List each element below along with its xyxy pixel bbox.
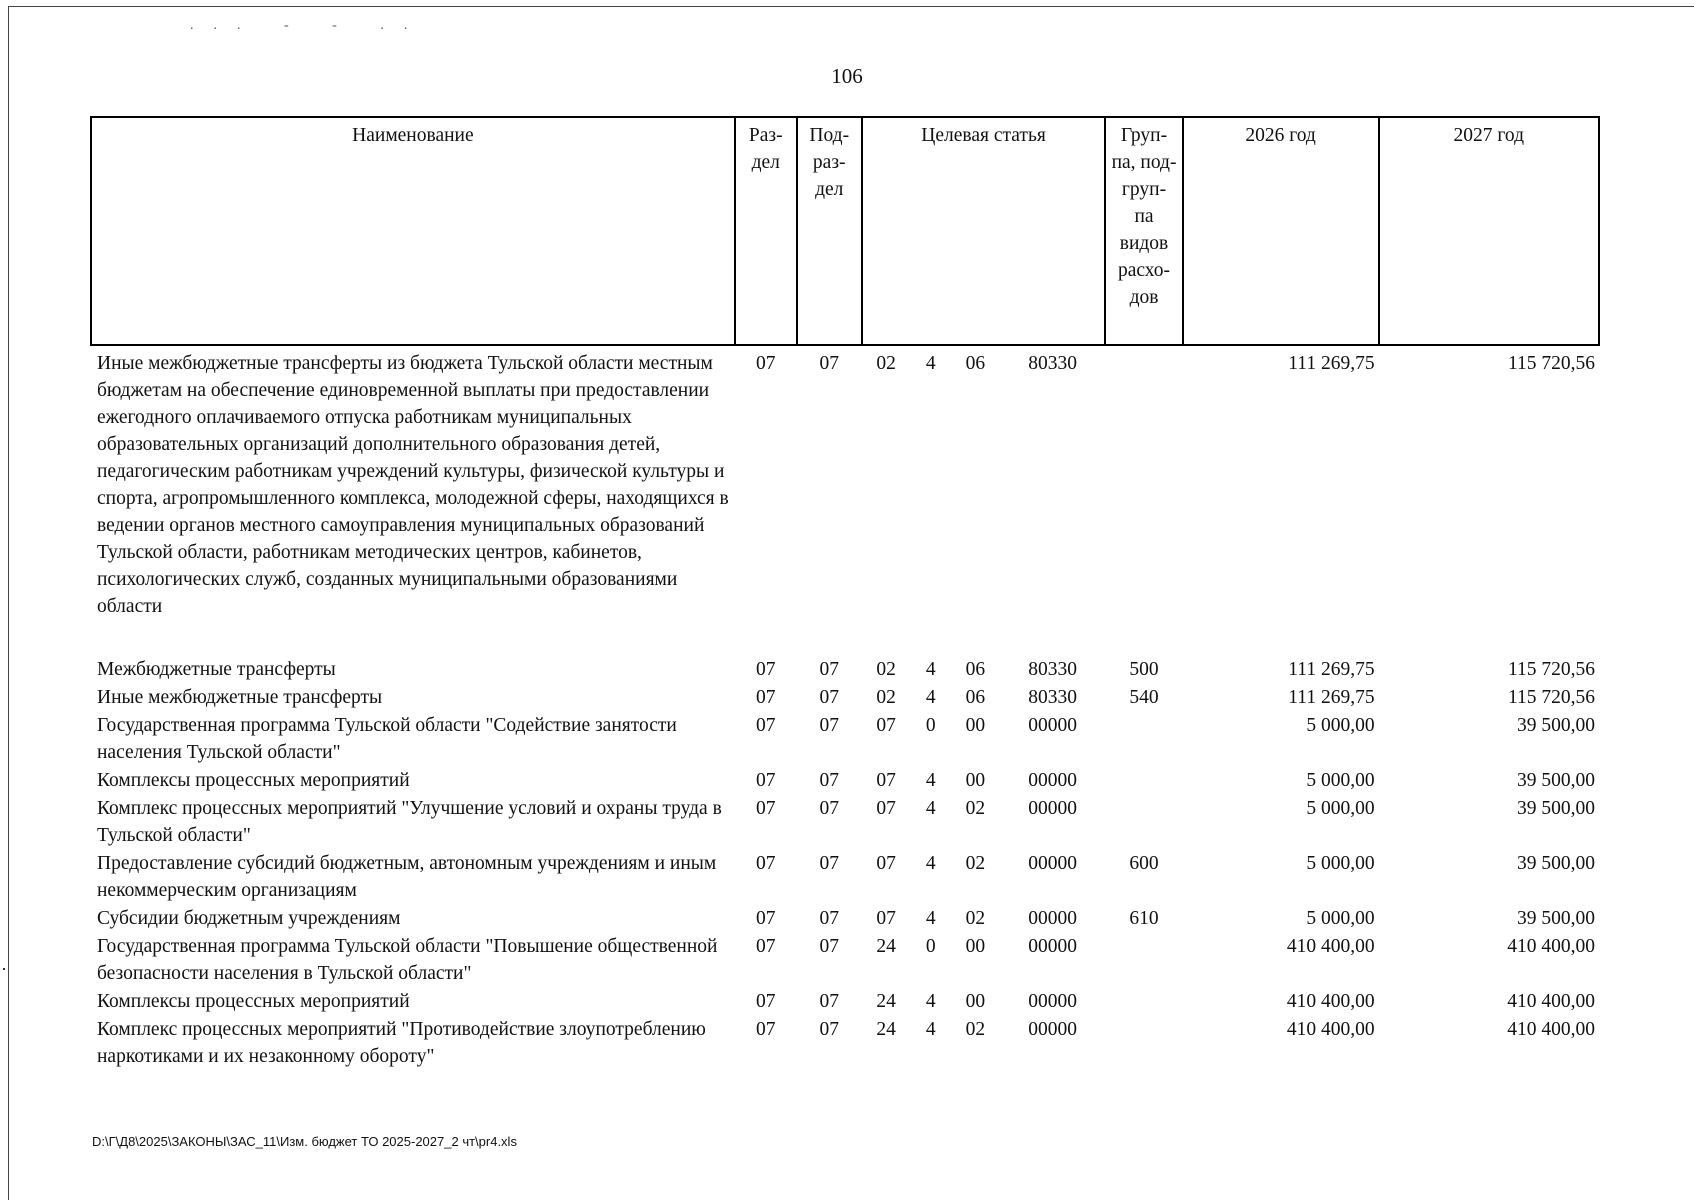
- row-target-direction: 00000: [1028, 798, 1077, 819]
- row-expense-group: [1105, 988, 1182, 1016]
- row-amount-2026: 111 269,75: [1288, 659, 1375, 680]
- row-amount-2027: 115 720,56: [1507, 353, 1595, 374]
- scan-speck: [3, 968, 5, 970]
- row-target-program: 02: [876, 353, 896, 374]
- row-target-type: 4: [925, 798, 936, 819]
- row-target-type: 4: [925, 770, 936, 791]
- row-amount-2026: 111 269,75: [1288, 353, 1375, 374]
- row-amount-2026: 5 000,00: [1306, 853, 1375, 874]
- row-target-type: 4: [925, 687, 936, 708]
- row-section: 07: [756, 715, 776, 736]
- row-amount-2026: 5 000,00: [1306, 798, 1375, 819]
- budget-table: [90, 116, 1600, 1071]
- row-amount-2026: 5 000,00: [1306, 770, 1375, 791]
- row-target-type: 4: [925, 353, 936, 374]
- row-target-direction: 00000: [1028, 1019, 1077, 1040]
- row-amount-2026: 410 400,00: [1286, 991, 1375, 1012]
- row-expense-group: 540: [1129, 687, 1159, 708]
- row-section: 07: [756, 659, 776, 680]
- row-target-direction: 80330: [1028, 659, 1077, 680]
- row-expense-group: 610: [1129, 908, 1159, 929]
- row-target-direction: 00000: [1028, 853, 1077, 874]
- row-section: 07: [756, 908, 776, 929]
- row-target-structure: 00: [965, 715, 986, 736]
- row-target-direction: 80330: [1028, 687, 1077, 708]
- row-name: Иные межбюджетные трансферты из бюджета Тульской области местным бюджетам на обеспечение единовременной выплаты при предоставлении ежегодного оплачиваемого отпуска работникам муниципальных образовательных организаций дополнительного образования детей, педагогическим работникам учреждений культуры, физической культуры и спорта, агропромышленного комплекса, молодежной сферы, находящихся в ведении органов местного самоуправления муниципальных образований Тульской области, работникам методических центров, кабинетов, психологических служб, созданных муниципальными образованиями области: [97, 353, 729, 617]
- row-target-structure: 02: [965, 908, 986, 929]
- row-subsection: 07: [819, 853, 839, 874]
- row-target-program: 07: [876, 853, 896, 874]
- row-target-structure: 02: [965, 853, 986, 874]
- row-expense-group: [1105, 712, 1182, 767]
- row-target-direction: 00000: [1028, 908, 1077, 929]
- row-name: Комплекс процессных мероприятий "Противодействие злоупотреблению наркотиками и их незаконному обороту": [97, 1019, 706, 1067]
- row-spacer-cell: [91, 621, 1599, 656]
- row-section: 07: [756, 798, 776, 819]
- file-path-footer: D:\Г\Д8\2025\ЗАКОНЫ\ЗАС_11\Изм. бюджет ТО 2025-2027_2 чт\pr4.xls: [92, 1134, 517, 1149]
- row-name: Комплексы процессных мероприятий: [97, 991, 410, 1012]
- header-name: Наименование: [91, 117, 735, 345]
- row-target-program: 07: [876, 770, 896, 791]
- row-subsection: 07: [819, 1019, 839, 1040]
- row-target-type: 4: [925, 991, 936, 1012]
- page-border-top: [8, 6, 1694, 7]
- row-target-program: 02: [876, 687, 896, 708]
- row-target-program: 02: [876, 659, 896, 680]
- table-row: [91, 795, 1599, 850]
- table-row: [91, 933, 1599, 988]
- header-year-2027: 2027 год: [1379, 117, 1599, 345]
- row-amount-2026: 410 400,00: [1286, 1019, 1375, 1040]
- row-target-type: 0: [925, 936, 936, 957]
- row-target-structure: 02: [965, 798, 986, 819]
- row-target-type: 4: [925, 908, 936, 929]
- row-amount-2027: 39 500,00: [1517, 798, 1595, 819]
- row-target-direction: 00000: [1028, 715, 1077, 736]
- corner-marks: ... - - ..: [190, 18, 428, 33]
- table-row: [91, 850, 1599, 905]
- row-target-structure: 06: [965, 687, 986, 708]
- row-target-structure: 00: [965, 991, 986, 1012]
- page-border-left: [8, 6, 9, 1200]
- table-row: [91, 988, 1599, 1016]
- row-amount-2026: 410 400,00: [1286, 936, 1375, 957]
- row-amount-2027: 39 500,00: [1517, 908, 1595, 929]
- table-row: [91, 905, 1599, 933]
- row-target-program: 07: [876, 798, 896, 819]
- row-subsection: 07: [819, 715, 839, 736]
- table-body: [91, 345, 1599, 1071]
- row-target-type: 4: [925, 1019, 936, 1040]
- row-target-program: 07: [876, 908, 896, 929]
- row-amount-2027: 115 720,56: [1507, 687, 1595, 708]
- row-target-direction: 80330: [1028, 353, 1077, 374]
- row-amount-2027: 410 400,00: [1507, 1019, 1595, 1040]
- row-subsection: 07: [819, 659, 839, 680]
- row-target-program: 24: [876, 1019, 896, 1040]
- row-subsection: 07: [819, 798, 839, 819]
- row-subsection: 07: [819, 353, 839, 374]
- row-name: Субсидии бюджетным учреждениям: [97, 908, 401, 929]
- row-subsection: 07: [819, 908, 839, 929]
- row-subsection: 07: [819, 770, 839, 791]
- row-name: Комплексы процессных мероприятий: [97, 770, 410, 791]
- row-target-program: 24: [876, 936, 896, 957]
- table-row: [91, 1016, 1599, 1071]
- row-subsection: 07: [819, 936, 839, 957]
- row-amount-2026: 5 000,00: [1306, 908, 1375, 929]
- row-amount-2027: 410 400,00: [1507, 991, 1595, 1012]
- row-expense-group: [1105, 1016, 1182, 1071]
- row-expense-group: [1105, 345, 1182, 621]
- row-section: 07: [756, 1019, 776, 1040]
- row-target-type: 4: [925, 659, 936, 680]
- row-amount-2027: 410 400,00: [1507, 936, 1595, 957]
- row-target-direction: 00000: [1028, 770, 1077, 791]
- table-row: [91, 712, 1599, 767]
- row-name: Межбюджетные трансферты: [97, 659, 336, 680]
- row-name: Государственная программа Тульской области "Повышение общественной безопасности населения в Тульской области": [97, 936, 718, 984]
- row-section: 07: [756, 687, 776, 708]
- table-row: [91, 345, 1599, 621]
- row-expense-group: [1105, 933, 1182, 988]
- page-number: 106: [831, 64, 863, 88]
- table-row: [91, 767, 1599, 795]
- row-spacer: [91, 621, 1599, 656]
- row-expense-group: [1105, 767, 1182, 795]
- row-amount-2027: 39 500,00: [1517, 715, 1595, 736]
- table-row: [91, 656, 1599, 684]
- row-amount-2026: 5 000,00: [1306, 715, 1375, 736]
- table-header-row: [91, 117, 1599, 345]
- header-expense-group: Груп- па, под- груп- па видов расхо- дов: [1105, 117, 1182, 345]
- header-target-article: Целевая статья: [862, 117, 1106, 345]
- row-name: Комплекс процессных мероприятий "Улучшение условий и охраны труда в Тульской области": [97, 798, 722, 846]
- row-target-structure: 00: [965, 936, 986, 957]
- row-amount-2027: 39 500,00: [1517, 853, 1595, 874]
- row-name: Предоставление субсидий бюджетным, автономным учреждениям и иным некоммерческим организациям: [97, 853, 717, 901]
- row-target-structure: 06: [965, 659, 986, 680]
- row-expense-group: 600: [1129, 853, 1159, 874]
- row-subsection: 07: [819, 991, 839, 1012]
- row-section: 07: [756, 936, 776, 957]
- header-year-2026: 2026 год: [1183, 117, 1379, 345]
- row-target-structure: 00: [965, 770, 986, 791]
- header-section: Раз- дел: [735, 117, 797, 345]
- row-subsection: 07: [819, 687, 839, 708]
- row-target-structure: 06: [965, 353, 986, 374]
- row-section: 07: [756, 853, 776, 874]
- row-amount-2027: 115 720,56: [1507, 659, 1595, 680]
- row-name: Иные межбюджетные трансферты: [97, 687, 383, 708]
- row-expense-group: 500: [1129, 659, 1159, 680]
- header-subsection: Под- раз- дел: [797, 117, 862, 345]
- row-target-type: 4: [925, 853, 936, 874]
- row-target-program: 07: [876, 715, 896, 736]
- table-row: [91, 684, 1599, 712]
- row-amount-2026: 111 269,75: [1288, 687, 1375, 708]
- row-expense-group: [1105, 795, 1182, 850]
- row-target-direction: 00000: [1028, 936, 1077, 957]
- row-target-type: 0: [925, 715, 936, 736]
- row-target-direction: 00000: [1028, 991, 1077, 1012]
- row-amount-2027: 39 500,00: [1517, 770, 1595, 791]
- row-target-structure: 02: [965, 1019, 986, 1040]
- row-target-program: 24: [876, 991, 896, 1012]
- row-section: 07: [756, 353, 776, 374]
- row-name: Государственная программа Тульской области "Содействие занятости населения Тульской области": [97, 715, 677, 763]
- row-section: 07: [756, 991, 776, 1012]
- row-section: 07: [756, 770, 776, 791]
